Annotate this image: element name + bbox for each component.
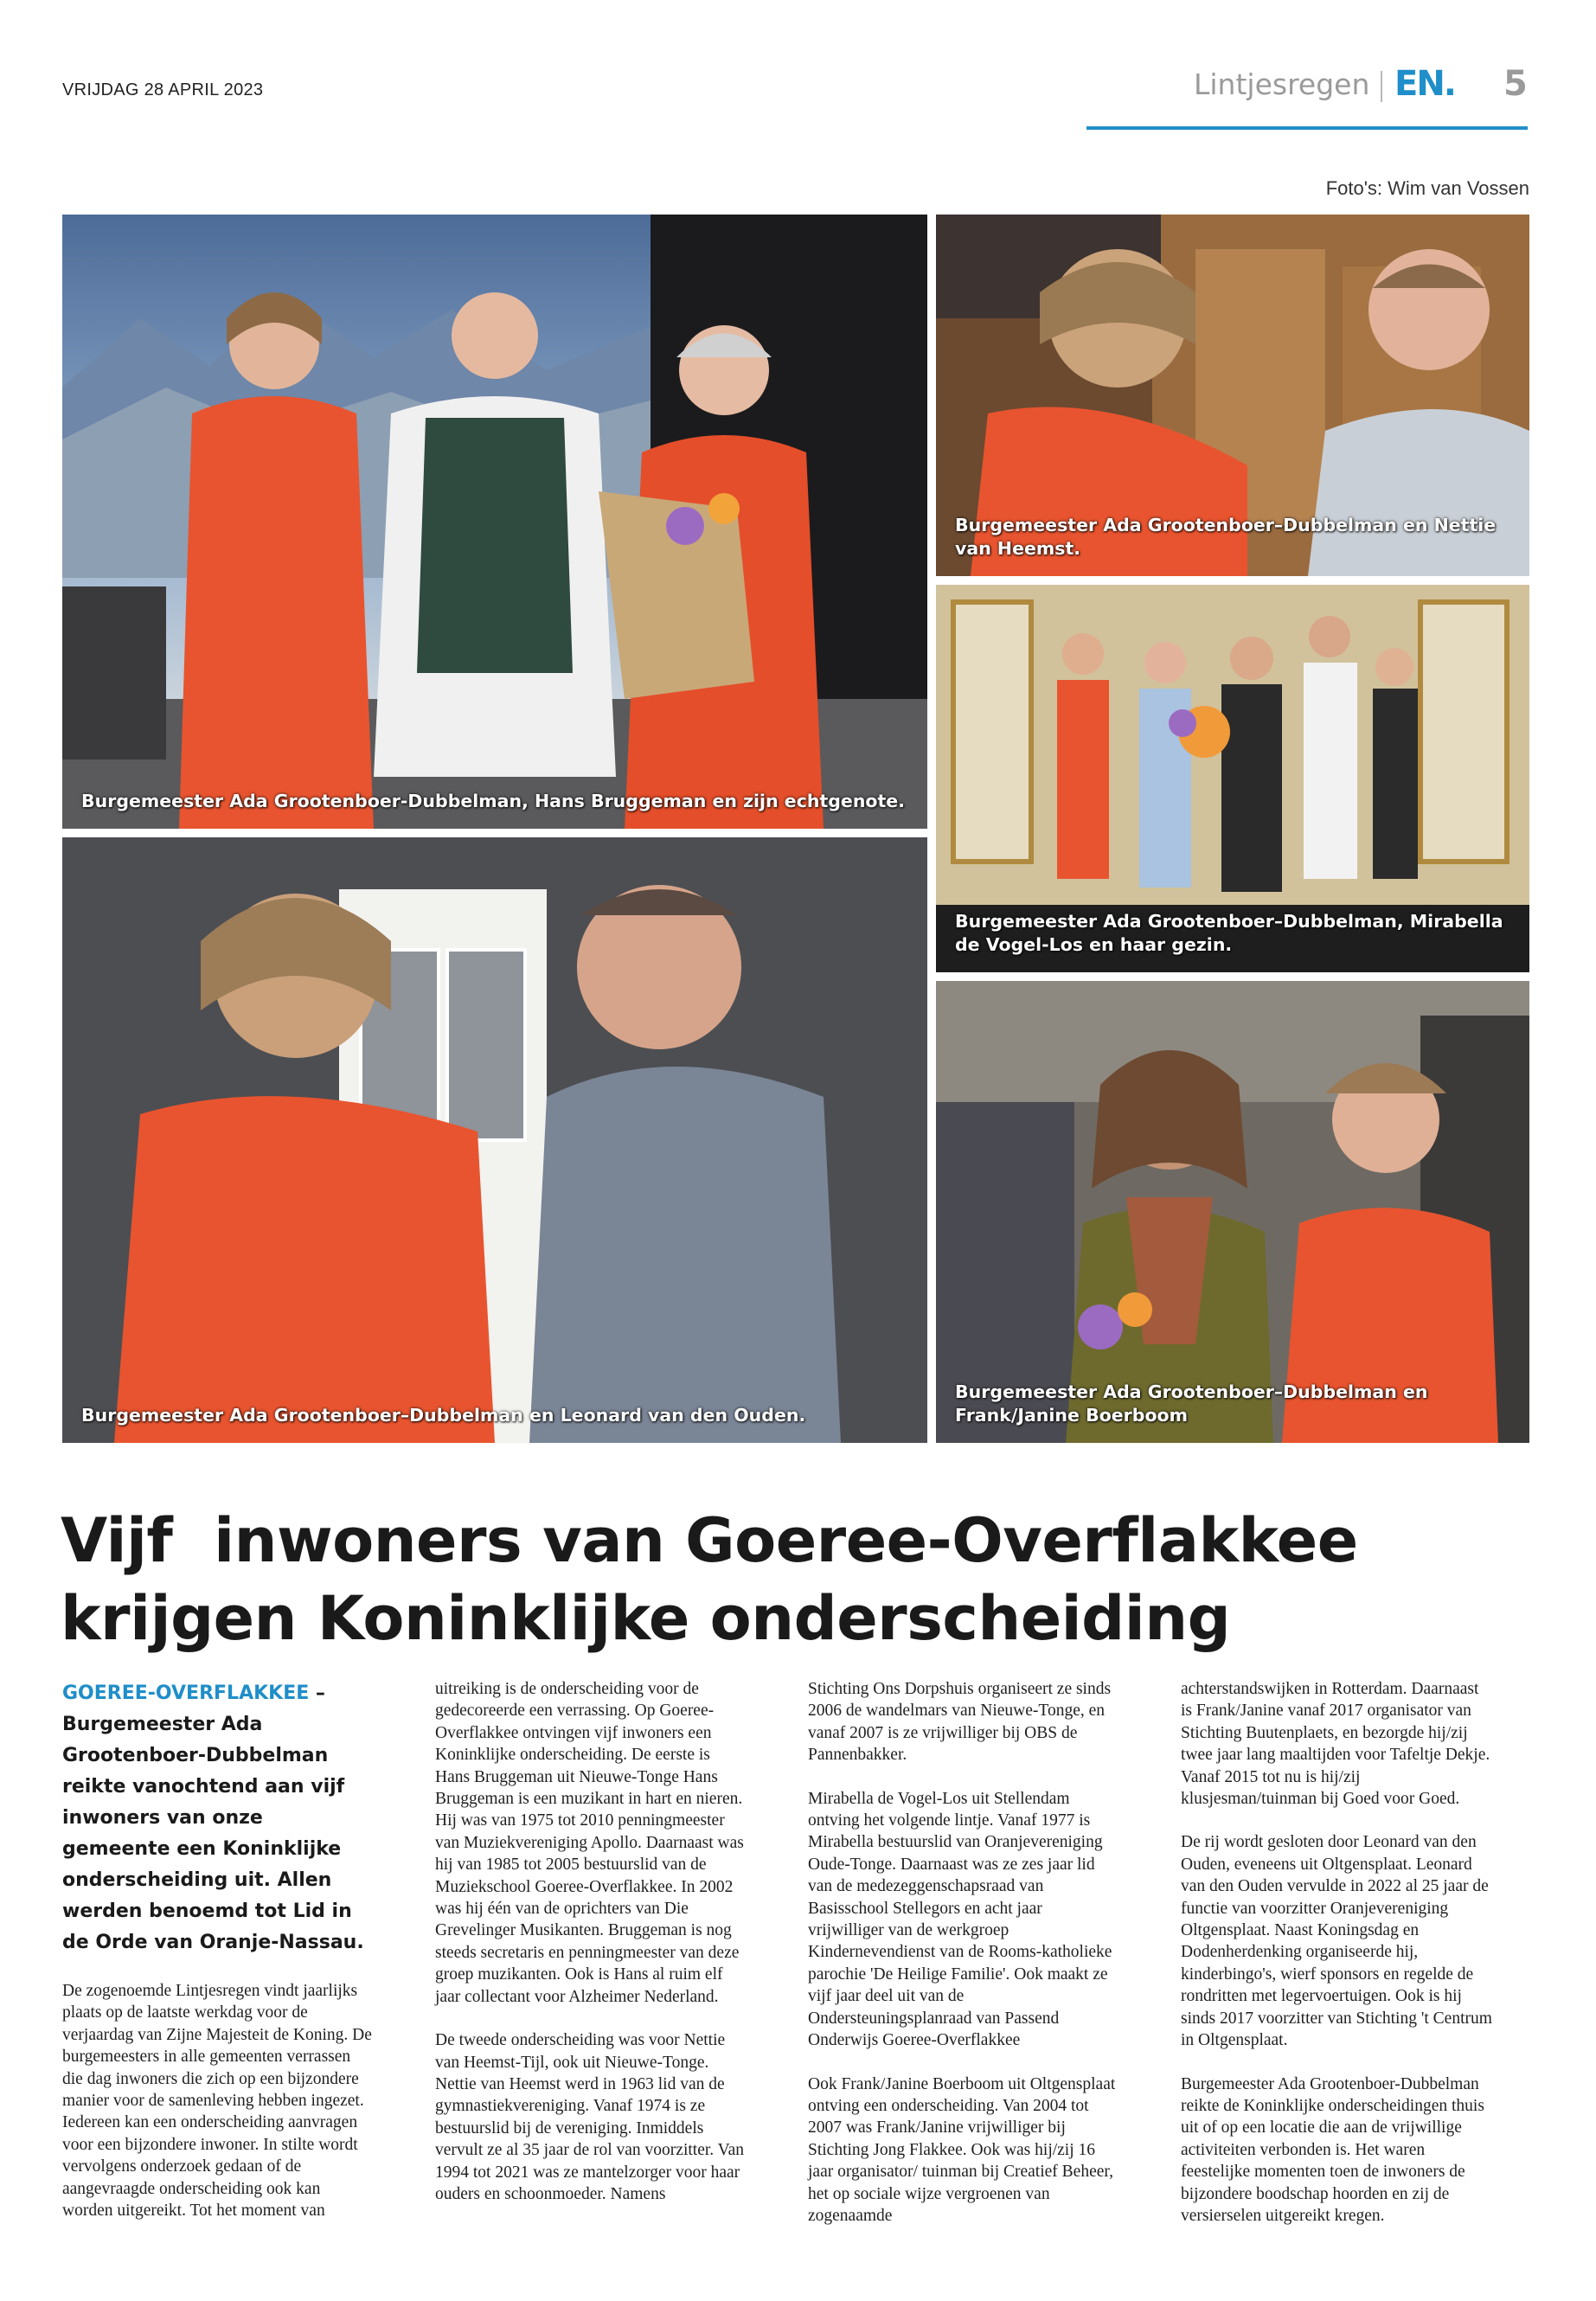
headline-line-1: Vijf inwoners van Goeree-Overflakkee	[61, 1505, 1358, 1576]
article-column-1	[62, 1678, 374, 2243]
paragraph: Mirabella de Vogel-Los uit Stellendam ontving het volgende lintje. Vanaf 1977 is Mirabella bestuurslid van Oranjevereniging Oude-Tonge. Daarnaast was ze zes jaar lid van de medezeggenschapsraad van Basisschool Stellegors en acht jaar vrijwilliger van de werkgroep Kindernevendienst van de Rooms-katholieke parochie 'De Heilige Familie'. Ook maakt ze vijf jaar deel uit van de Ondersteuningsplanraad van Passend Onderwijs Goeree-Overflakkee	[808, 1789, 1112, 2050]
photo-caption: Burgemeester Ada Grootenboer-Dubbelman, Hans Bruggeman en zijn echtgenote.	[81, 791, 905, 811]
paragraph: De rij wordt gesloten door Leonard van den Ouden, eveneens uit Oltgensplaat. Leonard van den Ouden vervulde in 2022 al 25 jaar de functie van voorzitter Oranjevereniging Oltgensplaat. Naast Koningsdag en Dodenherdenking organiseerde hij, kinderbingo's, wierf sponsors en regelde de rondritten met legervoertuigen. Ook is hij sinds 2017 voorzitter van Stichting 't Centrum in Oltgensplaat.	[1181, 1833, 1492, 2050]
dateline-kicker: GOEREE-OVERFLAKKEE	[62, 1682, 310, 1704]
paragraph: De tweede onderscheiding was voor Nettie van Heemst-Tijl, ook uit Nieuwe-Tonge. Nettie van Heemst werd in 1963 lid van de gymnastiekvereniging. Vanaf 1974 is ze bestuurslid bij de vereniging. Inmiddels vervult ze al 35 jaar de rol van voorzitter. Van 1994 tot 2021 was ze mantelzorger voor haar ouders en schoonmoeder. Namens	[435, 2031, 745, 2203]
lead-text: – Burgemeester Ada Grootenboer-Dubbelman reikte vanochtend aan vijf inwoners van onze gemeente een Koninklijke onderscheiding uit. Allen werden benoemd tot Lid in de Orde van Oranje-Nassau.	[62, 1682, 364, 1953]
headline-line-2: krijgen Koninklijke onderscheiding	[61, 1583, 1231, 1654]
newspaper-logo: EN.	[1394, 64, 1455, 104]
issue-date: VRIJDAG 28 APRIL 2023	[62, 80, 264, 99]
paragraph: Ook Frank/Janine Boerboom uit Oltgensplaat ontving een onderscheiding. Van 2004 tot 2007 was Frank/Janine vrijwilliger bij Stichting Jong Flakkee. Ook was hij/zij 16 jaar organisator/ tuinman bij Creatief Beheer, het op sociale wijze vergroenen van zogenaamde	[808, 2074, 1116, 2225]
page-number: 5	[1503, 64, 1528, 104]
article-column-2	[435, 1678, 747, 2227]
photo-de-vogel-los	[936, 585, 1529, 972]
photo-bruggeman	[62, 215, 927, 829]
photo-boerboom-image	[936, 981, 1529, 1443]
paragraph: achterstandswijken in Rotterdam. Daarnaast is Frank/Janine vanaf 2017 organisator van Stichting Buutenplaets, en bezorgde hij/zij twee jaar lang maaltijden voor Tafeltje Dekje. Vanaf 2015 tot nu is hij/zij klusjesman/tuinman bij Goed voor Goed.	[1181, 1680, 1490, 1809]
photo-van-den-ouden	[62, 837, 927, 1443]
photo-boerboom	[936, 981, 1529, 1443]
paragraph: Stichting Ons Dorpshuis organiseert ze sinds 2006 de wandelmars van Nieuwe-Tonge, en vanaf 2007 is ze vrijwilliger bij OBS de Pannenbakker.	[808, 1680, 1112, 1765]
header-divider	[1381, 71, 1382, 102]
article-column-4	[1181, 1678, 1492, 2248]
photo-bruggeman-image	[62, 215, 927, 829]
photo-caption: Burgemeester Ada Grootenboer–Dubbelman en Leonard van den Ouden.	[81, 1405, 806, 1426]
article-column-3	[808, 1678, 1119, 2248]
photo-van-den-ouden-image	[62, 837, 927, 1443]
photo-caption: Burgemeester Ada Grootenboer–Dubbelman en Nettie van Heemst.	[955, 515, 1497, 559]
article-lead	[62, 1678, 374, 1958]
paragraph: uitreiking is de onderscheiding voor de gedecoreerde een verrassing. Op Goeree-Overflakkee ontvingen vijf inwoners een Koninklijke onderscheiding. De eerste is Hans Bruggeman uit Nieuwe-Tonge Hans Bruggeman is een muzikant in hart en nieren. Hij was van 1975 tot 2010 penningmeester van Muziekvereniging Apollo. Daarnaast was hij van 1985 tot 2005 bestuurslid van de Muziekschool Goeree-Overflakkee. In 2002 was hij één van de oprichters van Die Grevelinger Musikanten. Bruggeman is nog steeds secretaris en penningmeester van deze groep muzikanten. Ook is Hans al ruim elf jaar collectant voor Alzheimer Nederland.	[435, 1680, 744, 2006]
photo-caption: Burgemeester Ada Grootenboer–Dubbelman en Frank/Janine Boerboom	[955, 1381, 1428, 1426]
section-title: Lintjesregen	[1194, 67, 1370, 101]
paragraph: Burgemeester Ada Grootenboer-Dubbelman reikte de Koninklijke onderscheidingen thuis uit of op een locatie die aan de vrijwillige activiteiten verbonden is. Het waren feestelijke momenten toen de inwoners de bijzondere boodschap hoorden en zij de versierselen uitgereikt kregen.	[1181, 2074, 1484, 2225]
photo-caption: Burgemeester Ada Grootenboer–Dubbelman, Mirabella de Vogel-Los en haar gezin.	[955, 911, 1503, 955]
article-headline	[61, 1502, 1548, 1657]
photo-van-heemst	[936, 215, 1529, 576]
paragraph: De zogenoemde Lintjesregen vindt jaarlijks plaats op de laatste werkdag voor de verjaardag van Zijne Majesteit de Koning. De burgemeesters in alle gemeenten verrassen die dag inwoners die zich op een bijzondere manier voor de samenleving hebben ingezet. Iedereen kan een onderscheiding aanvragen voor een bijzondere inwoner. In stilte wordt vervolgens onderzoek gedaan of de aangevraagde onderscheiding ook kan worden uitgereikt. Tot het moment van	[62, 1982, 372, 2221]
photo-credit: Foto's: Wim van Vossen	[1325, 177, 1529, 199]
header-rule	[1086, 126, 1528, 130]
